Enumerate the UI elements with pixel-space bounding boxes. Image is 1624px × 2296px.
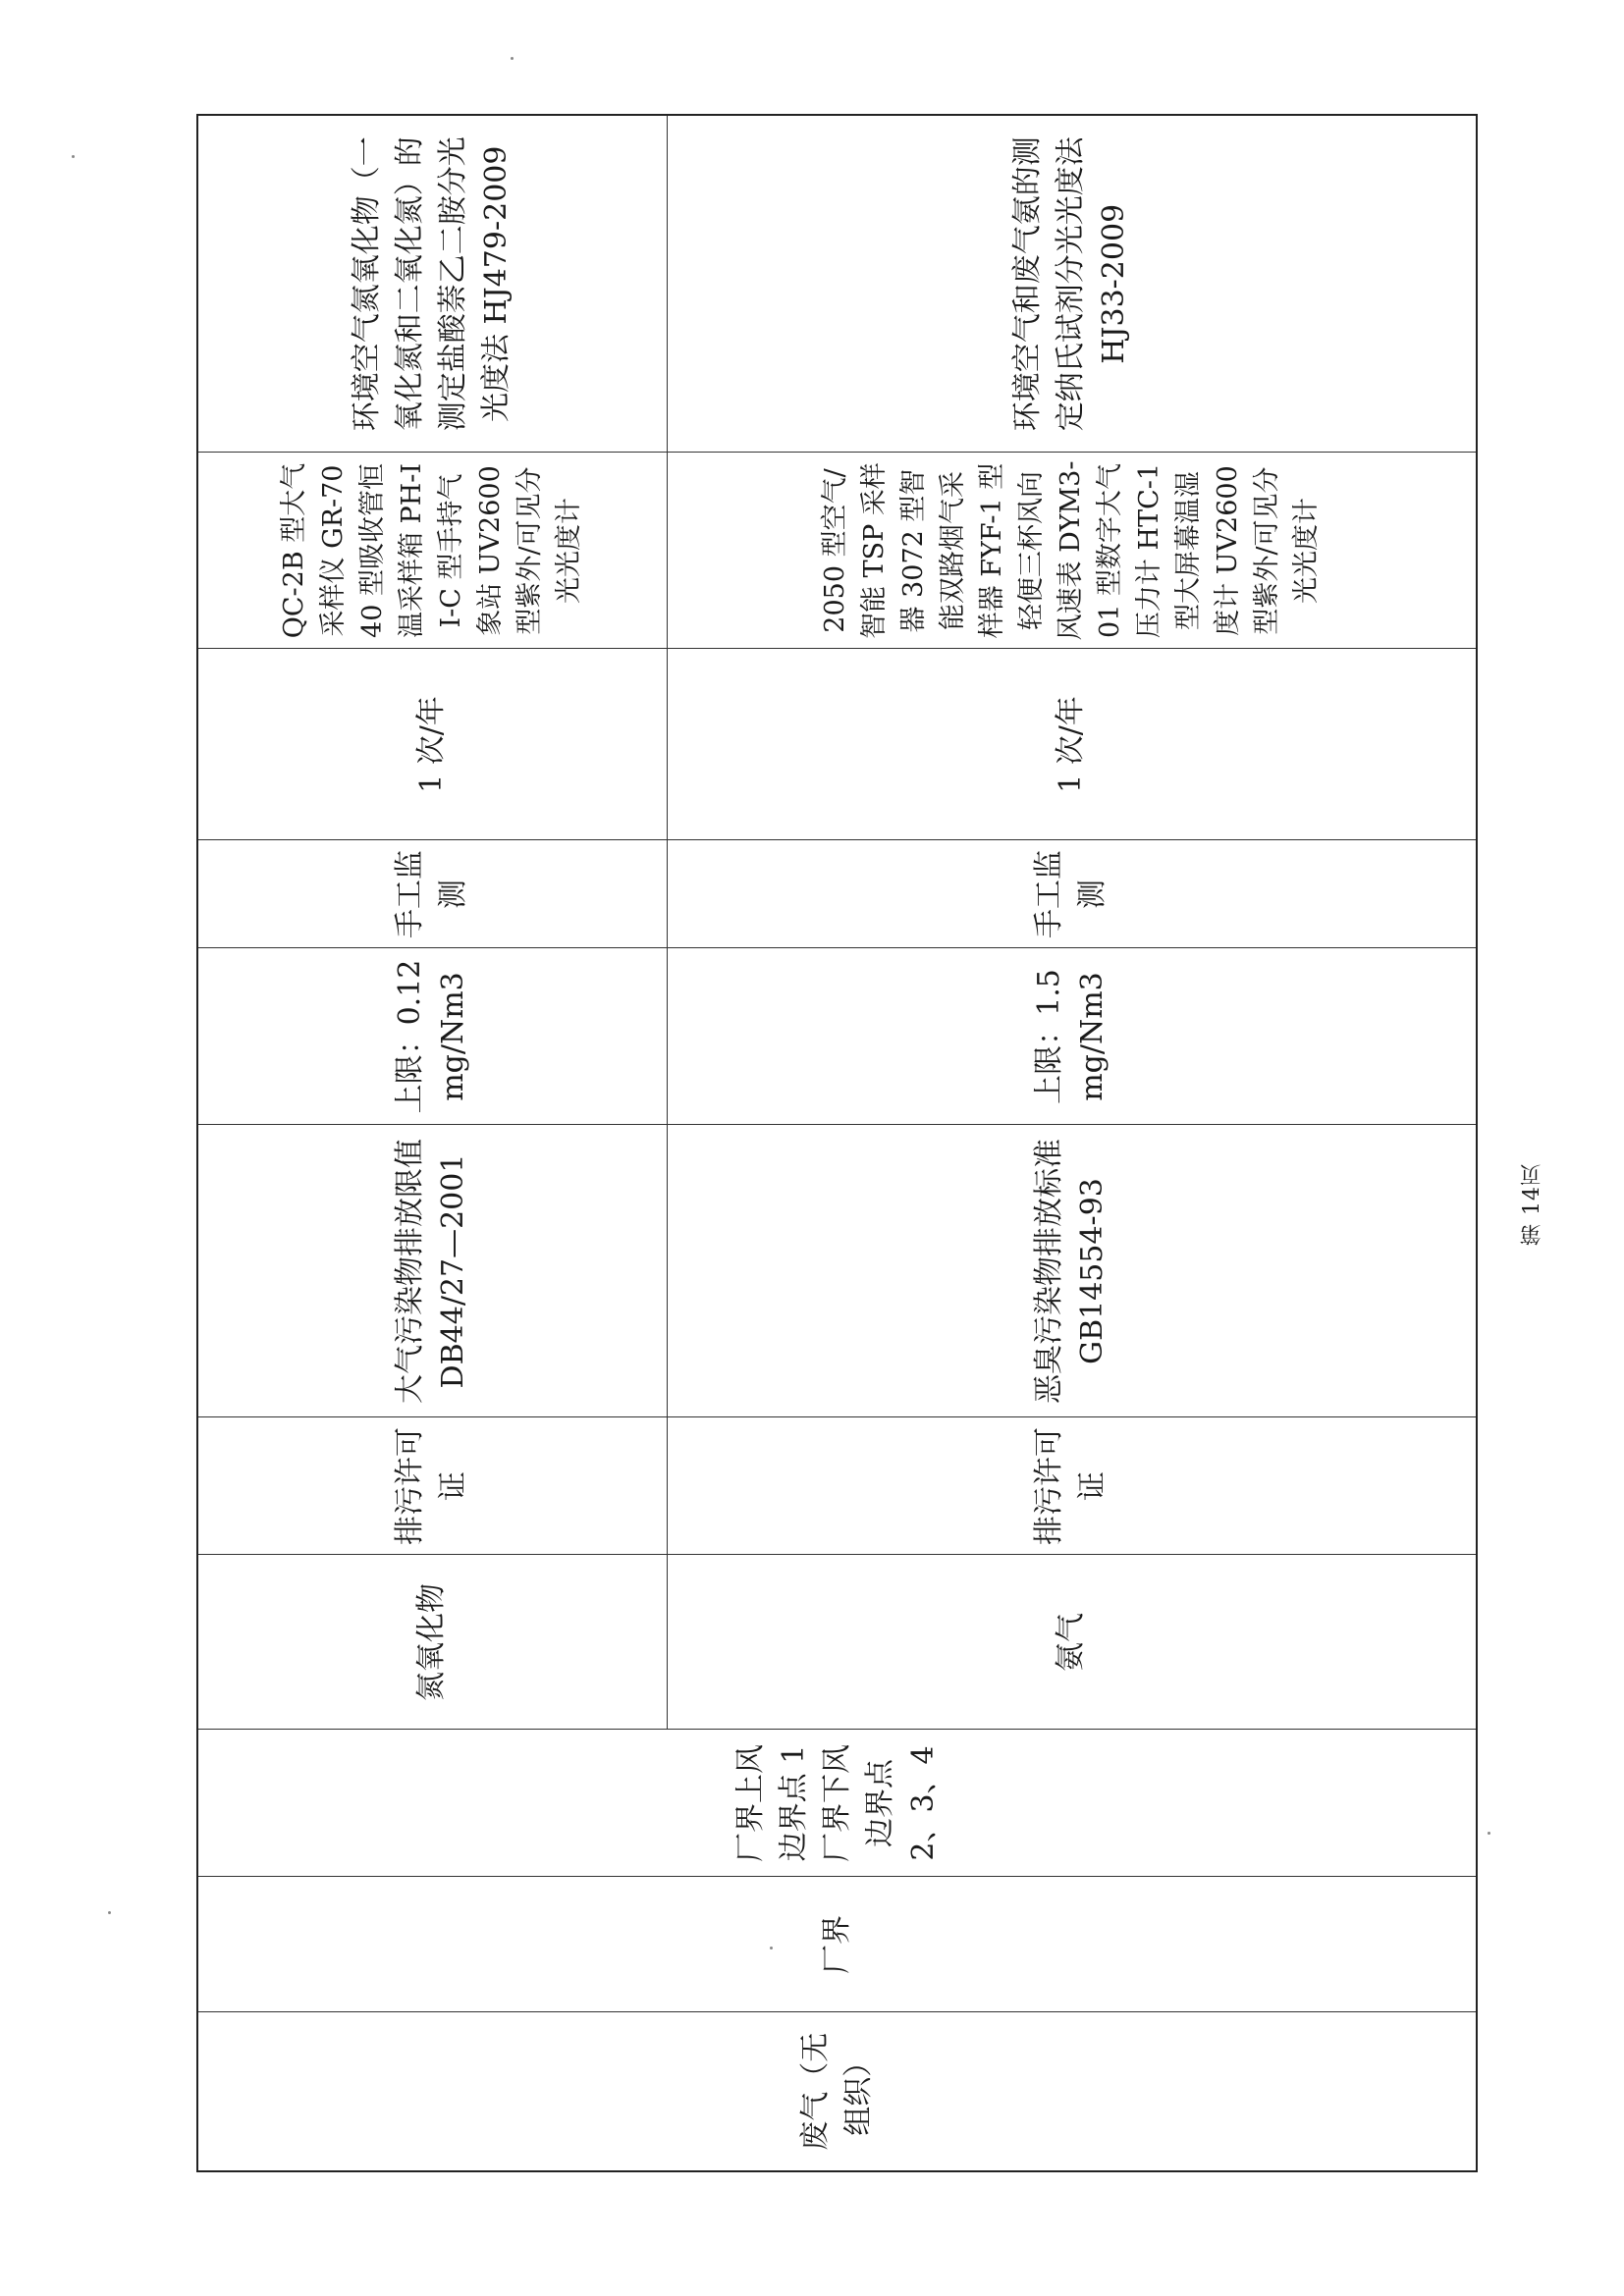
points-text: 厂界上风边界点 1 厂界下风边界点 2、3、4: [732, 1744, 941, 1862]
basis-text: 排污许可证: [393, 1427, 471, 1545]
cell-category: [197, 2012, 1477, 2171]
standard-text: 恶臭污染物排放标准 GB14554-93: [1032, 1139, 1110, 1404]
cell-analysis-method: [667, 115, 1477, 453]
standard-text: 大气污染物排放限值 DB44/27—2001: [393, 1139, 471, 1404]
table-row: [197, 115, 667, 2171]
cell-method: [197, 840, 667, 948]
category-text: 废气（无组织）: [797, 2032, 876, 2151]
scan-speck: [1488, 1832, 1490, 1835]
method-text: 手工监测: [393, 850, 471, 938]
monitoring-table: [196, 114, 1478, 2172]
rotated-table-area: [196, 116, 1624, 2151]
table-frame: [196, 116, 1476, 2172]
limit-text: 上限：1.5mg/Nm3: [1032, 969, 1110, 1104]
frequency-text: 1 次/年: [414, 696, 450, 793]
location-text: 厂界: [819, 1915, 854, 1974]
cell-standard: [197, 1125, 667, 1417]
page-number: 第 14页: [1520, 1163, 1544, 1246]
pollutant-text: 氮氧化物: [414, 1583, 450, 1701]
cell-limit: [197, 948, 667, 1125]
cell-instruments: [197, 453, 667, 649]
scan-speck: [511, 57, 514, 60]
cell-basis: [667, 1417, 1477, 1555]
instruments-text: 2050 型空气/智能 TSP 采样器 3072 型智能双路烟气采样器 FYF-1 型轻便三杯风向风速表 DYM3-01 型数字大气压力计 HTC-1 型大屏幕温湿度计 UV2600 型紫外/可见分光光度计: [820, 460, 1323, 641]
cell-limit: [667, 948, 1477, 1125]
cell-frequency: [667, 649, 1477, 840]
scan-speck: [72, 155, 75, 158]
analysis-method-text: 环境空气和废气氨的测定纳氏试剂分光光度法 HJ33-2009: [1010, 136, 1132, 432]
cell-analysis-method: [197, 115, 667, 453]
frequency-text: 1 次/年: [1054, 696, 1089, 793]
cell-basis: [197, 1417, 667, 1555]
analysis-method-text: 环境空气氮氧化物（一氧化氮和二氧化氮）的测定盐酸萘乙二胺分光光度法 HJ479-2009: [350, 136, 514, 432]
cell-standard: [667, 1125, 1477, 1417]
cell-points: [197, 1730, 1477, 1877]
cell-pollutant: [197, 1555, 667, 1730]
cell-pollutant: [667, 1555, 1477, 1730]
basis-text: 排污许可证: [1032, 1427, 1110, 1545]
cell-location: [197, 1877, 1477, 2012]
cell-frequency: [197, 649, 667, 840]
scan-speck: [108, 1911, 111, 1914]
pollutant-text: 氨气: [1054, 1613, 1089, 1672]
cell-instruments: [667, 453, 1477, 649]
method-text: 手工监测: [1032, 850, 1110, 938]
limit-text: 上限：0.12mg/Nm3: [393, 959, 471, 1114]
cell-method: [667, 840, 1477, 948]
instruments-text: QC-2B 型大气采样仪 GR-7040 型吸收管恒温采样箱 PH-II-C 型手持气象站 UV2600 型紫外/可见分光光度计: [279, 462, 585, 639]
